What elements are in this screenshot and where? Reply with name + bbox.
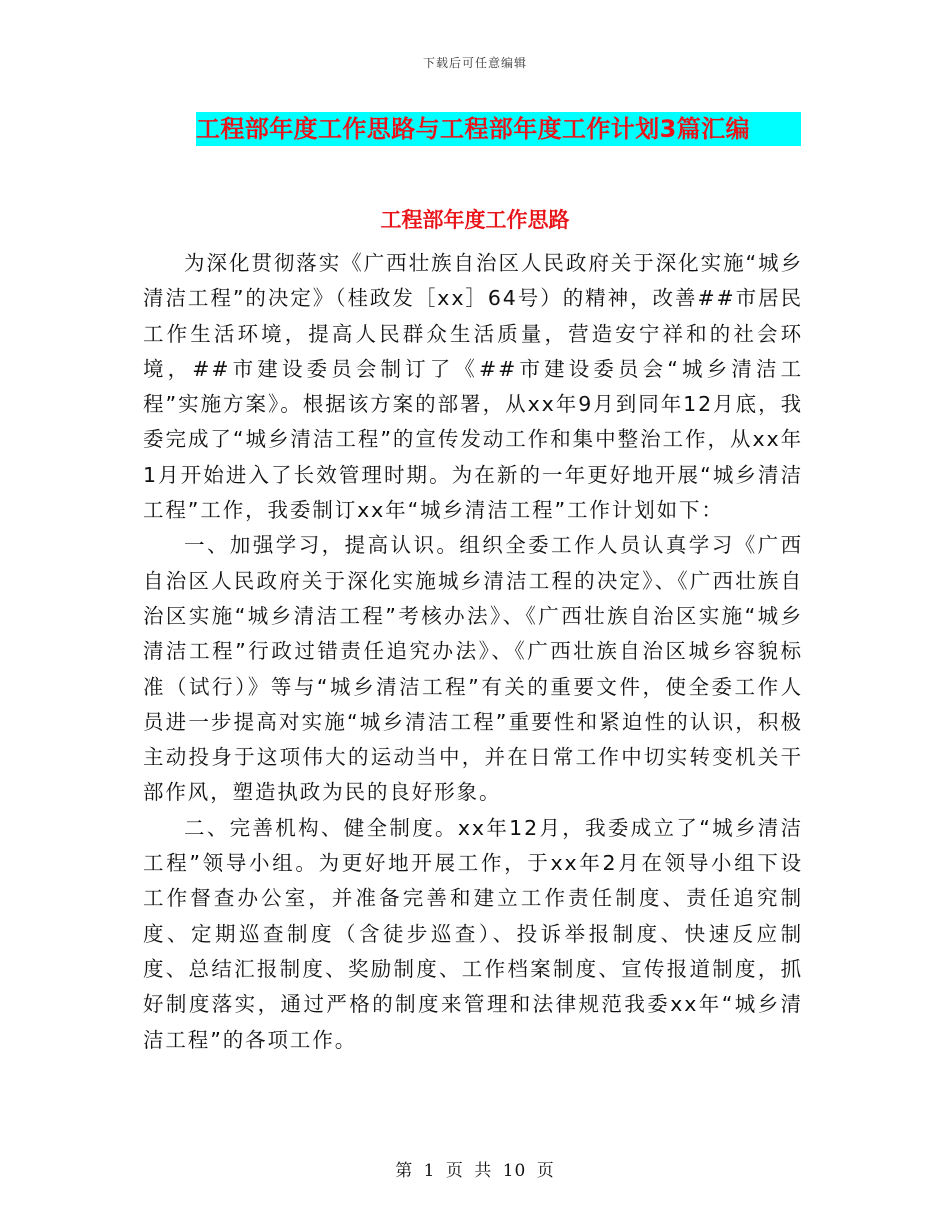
header-note: 下载后可任意编辑 (422, 56, 527, 70)
document-title: 工程部年度工作思路与工程部年度工作计划3篇汇编 (196, 115, 750, 143)
paragraph-study: 一、加强学习，提高认识。组织全委工作人员认真学习《广西自治区人民政府关于深化实施城乡清洁工程的决定》、《广西壮族自治区实施“城乡清洁工程”考核办法》、《广西壮族自治区实施“城乡清洁工程”行政过错责任追究办法》、《广西壮族自治区城乡容貌标准（试行）》等与“城乡清洁工程”有关的重要文件，使全委工作人员进一步提高对实施“城乡清洁工程”重要性和紧迫性的认识，积极主动投身于这项伟大的运动当中，并在日常工作中切实转变机关干部作风，塑造执政为民的良好形象。 (143, 533, 803, 805)
paragraph-intro: 为深化贯彻落实《广西壮族自治区人民政府关于深化实施“城乡清洁工程”的决定》（桂政发［xx］64号）的精神，改善##市居民工作生活环境，提高人民群众生活质量，营造安宁祥和的社会环境，##市建设委员会制订了《##市建设委员会“城乡清洁工程”实施方案》。根据该方案的部署，从xx年9月到同年12月底，我委完成了“城乡清洁工程”的宣传发动工作和集中整治工作，从xx年1月开始进入了长效管理时期。为在新的一年更好地开展“城乡清洁工程”工作，我委制订xx年“城乡清洁工程”工作计划如下： (143, 251, 803, 523)
section-title: 工程部年度工作思路 (380, 208, 570, 232)
paragraph-institution: 二、完善机构、健全制度。xx年12月，我委成立了“城乡清洁工程”领导小组。为更好地开展工作，于xx年2月在领导小组下设工作督查办公室，并准备完善和建立工作责任制度、责任追究制度、定期巡查制度（含徒步巡查）、投诉举报制度、快速反应制度、总结汇报制度、奖励制度、工作档案制度、宣传报道制度，抓好制度落实，通过严格的制度来管理和法律规范我委xx年“城乡清洁工程”的各项工作。 (143, 815, 803, 1052)
document-body (143, 246, 803, 1058)
document-title-highlight (196, 112, 801, 146)
page-indicator: 第 1 页 共 10 页 (395, 1161, 555, 1181)
